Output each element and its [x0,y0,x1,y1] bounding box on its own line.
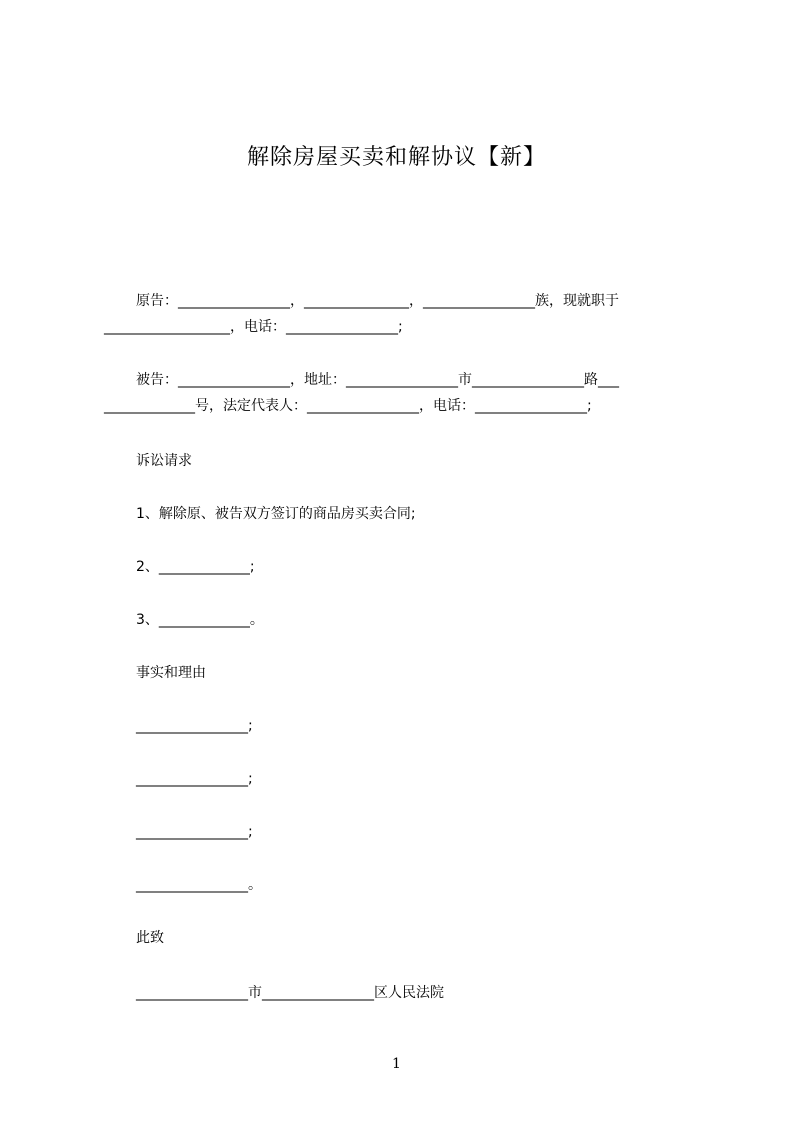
fact-item-4: ________________。 [136,877,262,893]
page-number: 1 [392,1056,401,1072]
claim-item-1: 1、解除原、被告双方签订的商品房买卖合同; [136,506,416,522]
fact-item-2: ________________; [136,771,253,787]
facts-heading: 事实和理由 [136,665,206,681]
defendant-line-1: 被告：________________，地址：________________市________________路___ [136,372,619,388]
claim-item-2: 2、_____________; [136,559,255,575]
plaintiff-line-1: 原告：________________，_______________，________________族，现就职于 [136,293,619,309]
claim-item-3: 3、_____________。 [136,612,264,628]
document-title: 解除房屋买卖和解协议【新】 [246,145,546,170]
claims-heading: 诉讼请求 [136,453,192,469]
plaintiff-line-2: __________________，电话：________________; [104,319,403,335]
fact-item-1: ________________; [136,718,253,734]
defendant-line-2: _____________号，法定代表人：________________，电话：________________; [104,398,592,414]
court-line: ________________市________________区人民法院 [136,985,444,1001]
salutation: 此致 [136,930,164,946]
fact-item-3: ________________; [136,824,253,840]
